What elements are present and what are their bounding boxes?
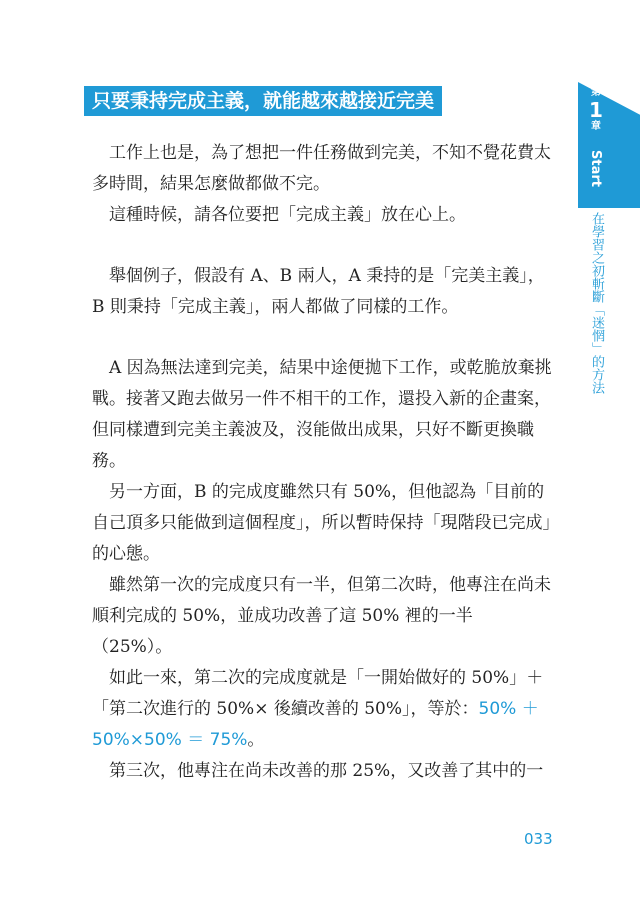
paragraph: 另一方面，B 的完成度雖然只有 50%，但他認為「目前的自己頂多只能做到這個程度」，所以暫時保持「現階段已完成」的心態。 [92,482,551,564]
chapter-suffix: 章 [591,121,601,132]
paragraph: 工作上也是，為了想把一件任務做到完美，不知不覺花費太多時間，結果怎麼做都做不完。 [92,143,551,194]
paragraph: 這種時候，請各位要把「完成主義」放在心上。 [109,205,466,225]
chapter-prefix: 第 [591,87,601,98]
chapter-subtitle: 在學習之初斬斷「迷惘」的方法 [589,212,604,394]
chapter-label [581,87,611,133]
paragraph-with-formula [92,663,552,756]
body-text [92,138,552,787]
start-label: Start [588,150,603,187]
formula: 50% ＋ 50%×50% ＝ 75% [92,699,539,750]
page-number: 033 [524,830,553,848]
paragraph: A 因為無法達到完美，結果中途便拋下工作，或乾脆放棄挑戰。接著又跑去做另一件不相干的工作，還投入新的企畫案，但同樣遭到完美主義波及，沒能做出成果，只好不斷更換職務。 [92,358,552,471]
formula-end: 。 [247,730,265,750]
paragraph: 第三次，他專注在尚未改善的那 25%，又改善了其中的一 [109,761,544,781]
section-heading: 只要秉持完成主義，就能越來越接近完美 [84,86,442,116]
paragraph: 雖然第一次的完成度只有一半，但第二次時，他專注在尚未順利完成的 50%，並成功改善了這 50% 裡的一半（25%）。 [92,575,551,657]
paragraph-text: 如此一來，第二次的完成度就是「一開始做好的 50%」＋「第二次進行的 50%× 後續改善的 50%」，等於： [92,668,544,719]
paragraph: 舉個例子，假設有 A、B 兩人，A 秉持的是「完美主義」，B 則秉持「完成主義」，兩人都做了同樣的工作。 [92,266,545,317]
chapter-number: 1 [589,98,603,122]
